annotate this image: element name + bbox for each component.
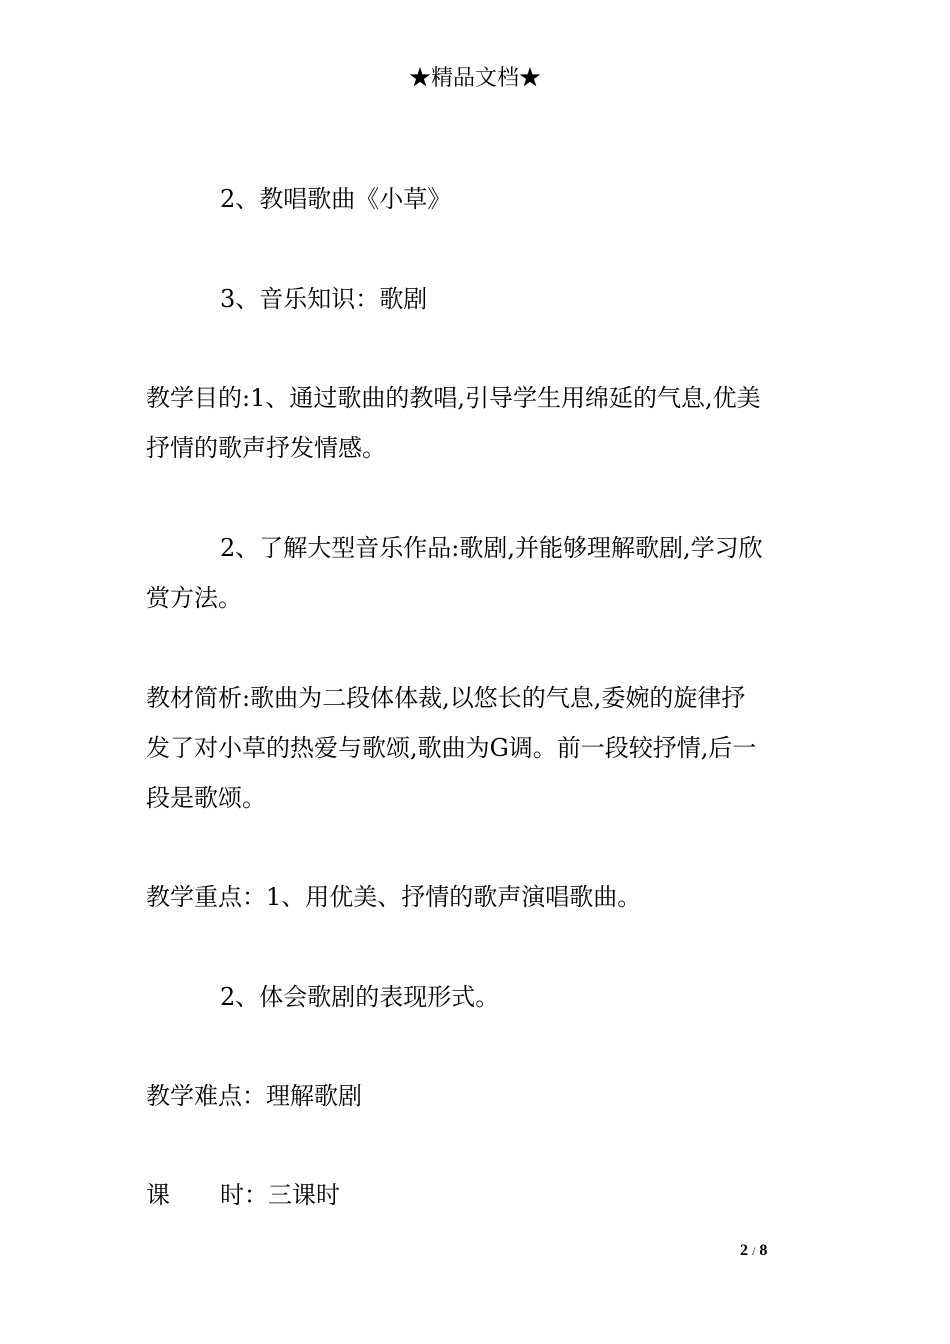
class-hours-label: 课 xyxy=(146,1181,170,1209)
teaching-focus-line: 教学重点：1、用优美、抒情的歌声演唱歌曲。 xyxy=(146,883,642,911)
page-number xyxy=(740,1240,767,1262)
teaching-difficulty-line: 教学难点：理解歌剧 xyxy=(146,1082,362,1110)
teaching-purpose-item-2-line-2: 赏方法。 xyxy=(146,584,242,612)
teaching-purpose-item-2-line-1: 2、了解大型音乐作品:歌剧,并能够理解歌剧,学习欣 xyxy=(220,534,763,562)
current-page: 2 xyxy=(740,1242,748,1259)
material-analysis-line-2: 发了对小草的热爱与歌颂,歌曲为G调。前一段较抒情,后一 xyxy=(146,734,757,762)
item-music-knowledge: 3、音乐知识：歌剧 xyxy=(220,285,428,313)
class-hours-value: 时：三课时 xyxy=(220,1181,340,1209)
teaching-focus-item-2: 2、体会歌剧的表现形式。 xyxy=(220,983,500,1011)
document-header-title: ★精品文档★ xyxy=(408,66,541,91)
teaching-purpose-line-2: 抒情的歌声抒发情感。 xyxy=(146,434,386,462)
page-separator: / xyxy=(752,1244,756,1258)
material-analysis-line-3: 段是歌颂。 xyxy=(146,784,266,812)
material-analysis-line-1: 教材简析:歌曲为二段体体裁,以悠长的气息,委婉的旋律抒 xyxy=(146,684,746,712)
item-teach-song: 2、教唱歌曲《小草》 xyxy=(220,185,452,213)
teaching-purpose-line-1: 教学目的:1、通过歌曲的教唱,引导学生用绵延的气息,优美 xyxy=(146,384,761,412)
total-pages: 8 xyxy=(759,1242,768,1259)
